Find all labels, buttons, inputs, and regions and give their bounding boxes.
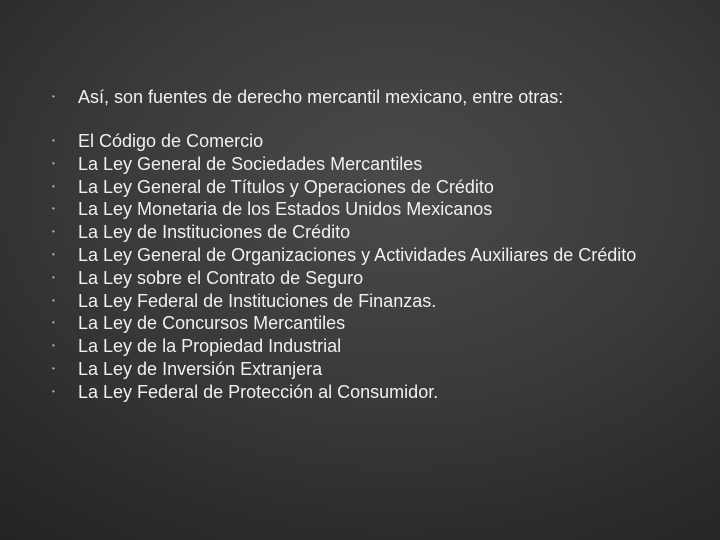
bullet-icon: •	[52, 363, 55, 373]
list-item	[52, 358, 672, 381]
bullet-icon: •	[52, 92, 55, 101]
list-item	[52, 198, 672, 221]
bullet-icon: •	[52, 249, 55, 259]
list-item	[52, 244, 672, 267]
bullet-icon: •	[52, 204, 55, 214]
bullet-icon: •	[52, 386, 55, 396]
list-item	[52, 153, 672, 176]
list-item-text: La Ley Federal de Protección al Consumidor.	[78, 381, 439, 402]
list-item-text: La Ley General de Títulos y Operaciones de Crédito	[78, 176, 494, 197]
list-item	[52, 221, 672, 244]
list-item	[52, 335, 672, 358]
list-item	[52, 312, 672, 335]
list-item-text: La Ley de Concursos Mercantiles	[78, 313, 346, 334]
list-item	[52, 130, 672, 153]
bullet-icon: •	[52, 227, 55, 237]
list-item-text: La Ley de Inversión Extranjera	[78, 358, 323, 379]
bullet-icon: •	[52, 158, 55, 168]
bullet-icon: •	[52, 272, 55, 282]
bullet-icon: •	[52, 318, 55, 328]
intro-text: Así, son fuentes de derecho mercantil mexicano, entre otras:	[78, 87, 564, 107]
list-item-text: La Ley sobre el Contrato de Seguro	[78, 267, 364, 288]
list-item-text: La Ley Monetaria de los Estados Unidos Mexicanos	[78, 199, 493, 220]
list-item-text: La Ley de Instituciones de Crédito	[78, 222, 351, 243]
list-item-text: La Ley Federal de Instituciones de Finanzas.	[78, 290, 437, 311]
list-item	[52, 381, 672, 404]
bullet-icon: •	[52, 341, 55, 351]
bullet-icon: •	[52, 181, 55, 191]
bullet-icon: •	[52, 295, 55, 305]
list-item-text: La Ley General de Organizaciones y Actividades Auxiliares de Crédito	[78, 244, 637, 265]
list-item-text: La Ley General de Sociedades Mercantiles	[78, 153, 423, 174]
intro-line	[52, 86, 692, 108]
list-item-text: La Ley de la Propiedad Industrial	[78, 336, 342, 357]
law-list	[52, 130, 672, 404]
list-item	[52, 176, 672, 199]
list-item-text: El Código de Comercio	[78, 131, 264, 151]
list-item	[52, 267, 672, 290]
bullet-icon: •	[52, 136, 55, 145]
list-item	[52, 290, 672, 313]
